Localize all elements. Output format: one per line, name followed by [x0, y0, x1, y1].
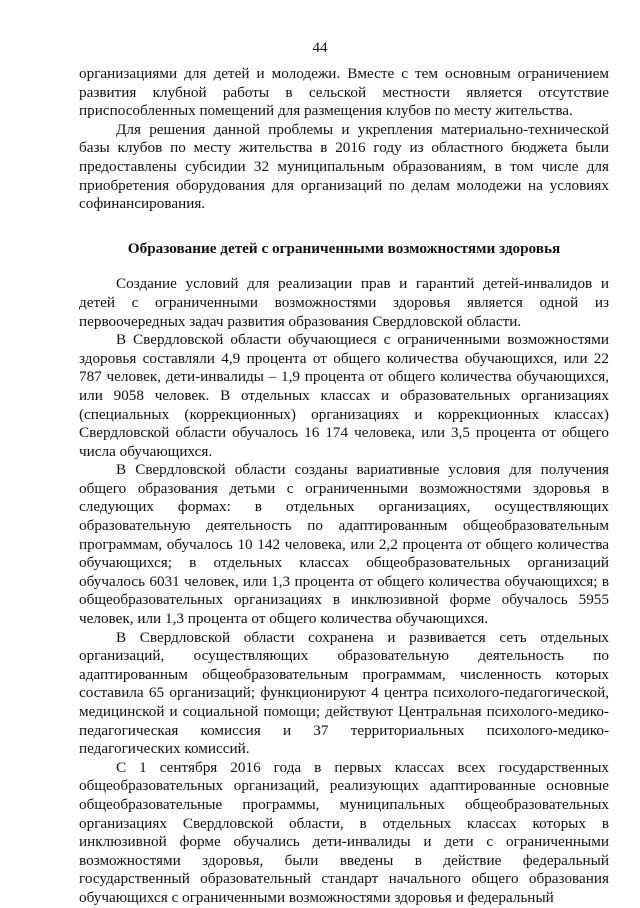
paragraph: С 1 сентября 2016 года в первых классах всех государственных общеобразовательных организаций, реализующих адаптированные основные общеобразовательные программы, муниципальных общеобразовательных организациях Свердловской области, в отдельных классах которых в инклюзивной форме обучались дети-инвалиды и дети с ограниченными возможностями здоровья, были введены в действие федеральный государственный образовательный стандарт начального общего образования обучающихся с ограниченными возможностями здоровья и федеральный — [79, 758, 609, 906]
paragraph: Создание условий для реализации прав и гарантий детей-инвалидов и детей с ограниченными возможностями здоровья является одной из первоочередных задач развития образования Свердловской области. — [79, 275, 609, 330]
paragraph: организациями для детей и молодежи. Вместе с тем основным ограничением развития клубной работы в сельской местности является отсутствие приспособленных помещений для размещения клубов по месту жительства. — [79, 65, 609, 120]
paragraph: Для решения данной проблемы и укрепления материально-технической базы клубов по месту жительства в 2016 году из областного бюджета были предоставлены субсидии 32 муниципальным образованиям, в том числе для приобретения оборудования для организаций по делам молодежи на условиях софинансирования. — [79, 120, 609, 213]
paragraph: В Свердловской области сохранена и развивается сеть отдельных организаций, осуществляющих образовательную деятельность по адаптированным общеобразовательным программам, численность которых составила 65 организаций; функционируют 4 центра психолого-педагогической, медицинской и социальной помощи; действуют Центральная психолого-медико-педагогическая комиссия и 37 территориальных психолого-медико-педагогических комиссий. — [79, 628, 609, 758]
paragraph: В Свердловской области обучающиеся с ограниченными возможностями здоровья составляли 4,9 процента от общего количества обучающихся, или 22 787 человек, дети-инвалиды – 1,9 процента от общего количества обучающихся, или 9058 человек. В отдельных классах и образовательных организациях (специальных (коррекционных) организациях и коррекционных классах) Свердловской области обучалось 16 174 человека, или 3,5 процента от общего числа обучающихся. — [79, 331, 609, 460]
section-heading: Образование детей с ограниченными возможностями здоровья — [127, 239, 561, 257]
paragraph: В Свердловской области созданы вариативные условия для получения общего образования детьми с ограниченными возможностями здоровья в следующих формах: в отдельных организациях, осуществляющих образовательную деятельность по адаптированным общеобразовательным программам, обучалось 10 142 человека, или 2,2 процента от общего количества обучающихся; в отдельных классах общеобразовательных организаций обучалось 6031 человек, или 1,3 процента от общего количества обучающихся; в общеобразовательных организациях в инклюзивной форме обучалось 5955 человек, или 1,3 процента от общего количества обучающихся. — [79, 461, 609, 628]
page-number: 44 — [312, 40, 328, 56]
document-body — [79, 65, 609, 908]
